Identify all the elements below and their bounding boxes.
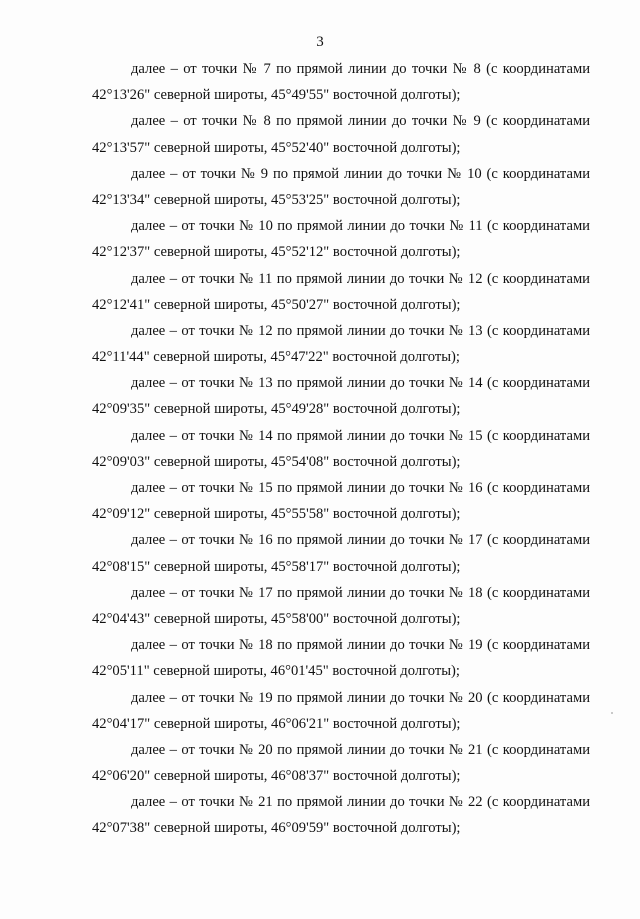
- entry-route-line: далее – от точки № 15 по прямой линии до точки № 16 (с координатами: [131, 480, 590, 496]
- entry-coordinates-line: 42°12'41" северной широты, 45°50'27" восточной долготы);: [92, 296, 461, 313]
- coordinate-entry-14-15: [92, 423, 590, 475]
- entry-route-line: далее – от точки № 13 по прямой линии до точки № 14 (с координатами: [131, 375, 590, 392]
- coordinate-entry-16-17: [92, 527, 590, 579]
- coordinate-entry-18-19: [92, 632, 590, 684]
- entry-route-line: далее – от точки № 8 по прямой линии до точки № 9 (с координатами: [131, 113, 590, 130]
- coordinate-entry-11-12: [92, 266, 590, 318]
- entry-route-line: далее – от точки № 7 по прямой линии до точки № 8 (с координатами: [131, 61, 590, 77]
- coordinate-entry-15-16: [92, 475, 590, 527]
- entry-route-line: далее – от точки № 19 по прямой линии до точки № 20 (с координатами: [131, 689, 590, 706]
- coordinate-entry-12-13: [92, 318, 590, 370]
- coordinate-entry-8-9: [92, 108, 590, 160]
- entry-coordinates-line: 42°09'03" северной широты, 45°54'08" восточной долготы);: [92, 453, 461, 470]
- entry-route-line: далее – от точки № 11 по прямой линии до точки № 12 (с координатами: [131, 270, 590, 287]
- coordinate-entries: [92, 56, 590, 842]
- coordinate-entry-7-8: [92, 56, 590, 108]
- entry-coordinates-line: 42°06'20" северной широты, 46°08'37" восточной долготы);: [92, 768, 461, 785]
- entry-coordinates-line: 42°13'26" северной широты, 45°49'55" восточной долготы);: [92, 87, 461, 104]
- page-number: 3: [316, 34, 324, 50]
- entry-coordinates-line: 42°13'34" северной широты, 45°53'25" восточной долготы);: [92, 191, 461, 208]
- coordinate-entry-19-20: [92, 685, 590, 737]
- entry-route-line: далее – от точки № 9 по прямой линии до точки № 10 (с координатами: [131, 165, 590, 182]
- entry-coordinates-line: 42°11'44" северной широты, 45°47'22" восточной долготы);: [92, 349, 460, 366]
- entry-route-line: далее – от точки № 21 по прямой линии до точки № 22 (с координатами: [131, 794, 590, 811]
- entry-route-line: далее – от точки № 17 по прямой линии до точки № 18 (с координатами: [131, 584, 590, 601]
- entry-coordinates-line: 42°04'17" северной широты, 46°06'21" восточной долготы);: [92, 715, 461, 732]
- entry-coordinates-line: 42°04'43" северной широты, 45°58'00" восточной долготы);: [92, 610, 461, 627]
- entry-route-line: далее – от точки № 18 по прямой линии до точки № 19 (с координатами: [131, 637, 590, 654]
- coordinate-entry-10-11: [92, 213, 590, 265]
- coordinate-entry-20-21: [92, 737, 590, 789]
- scan-speck: [611, 712, 613, 714]
- coordinate-entry-21-22: [92, 789, 590, 841]
- entry-coordinates-line: 42°08'15" северной широты, 45°58'17" восточной долготы);: [92, 558, 461, 575]
- coordinate-entry-9-10: [92, 161, 590, 213]
- entry-route-line: далее – от точки № 12 по прямой линии до точки № 13 (с координатами: [131, 322, 590, 339]
- entry-coordinates-line: 42°05'11" северной широты, 46°01'45" восточной долготы);: [92, 663, 460, 680]
- entry-route-line: далее – от точки № 10 по прямой линии до точки № 11 (с координатами: [131, 218, 590, 235]
- entry-route-line: далее – от точки № 16 по прямой линии до точки № 17 (с координатами: [131, 532, 590, 549]
- entry-coordinates-line: 42°09'35" северной широты, 45°49'28" восточной долготы);: [92, 401, 461, 418]
- coordinate-entry-17-18: [92, 580, 590, 632]
- entry-route-line: далее – от точки № 20 по прямой линии до точки № 21 (с координатами: [131, 741, 590, 758]
- entry-coordinates-line: 42°12'37" северной широты, 45°52'12" восточной долготы);: [92, 244, 461, 261]
- entry-route-line: далее – от точки № 14 по прямой линии до точки № 15 (с координатами: [131, 427, 590, 444]
- entry-coordinates-line: 42°07'38" северной широты, 46°09'59" восточной долготы);: [92, 820, 461, 837]
- coordinate-entry-13-14: [92, 370, 590, 422]
- entry-coordinates-line: 42°09'12" северной широты, 45°55'58" восточной долготы);: [92, 506, 461, 523]
- entry-coordinates-line: 42°13'57" северной широты, 45°52'40" восточной долготы);: [92, 139, 461, 156]
